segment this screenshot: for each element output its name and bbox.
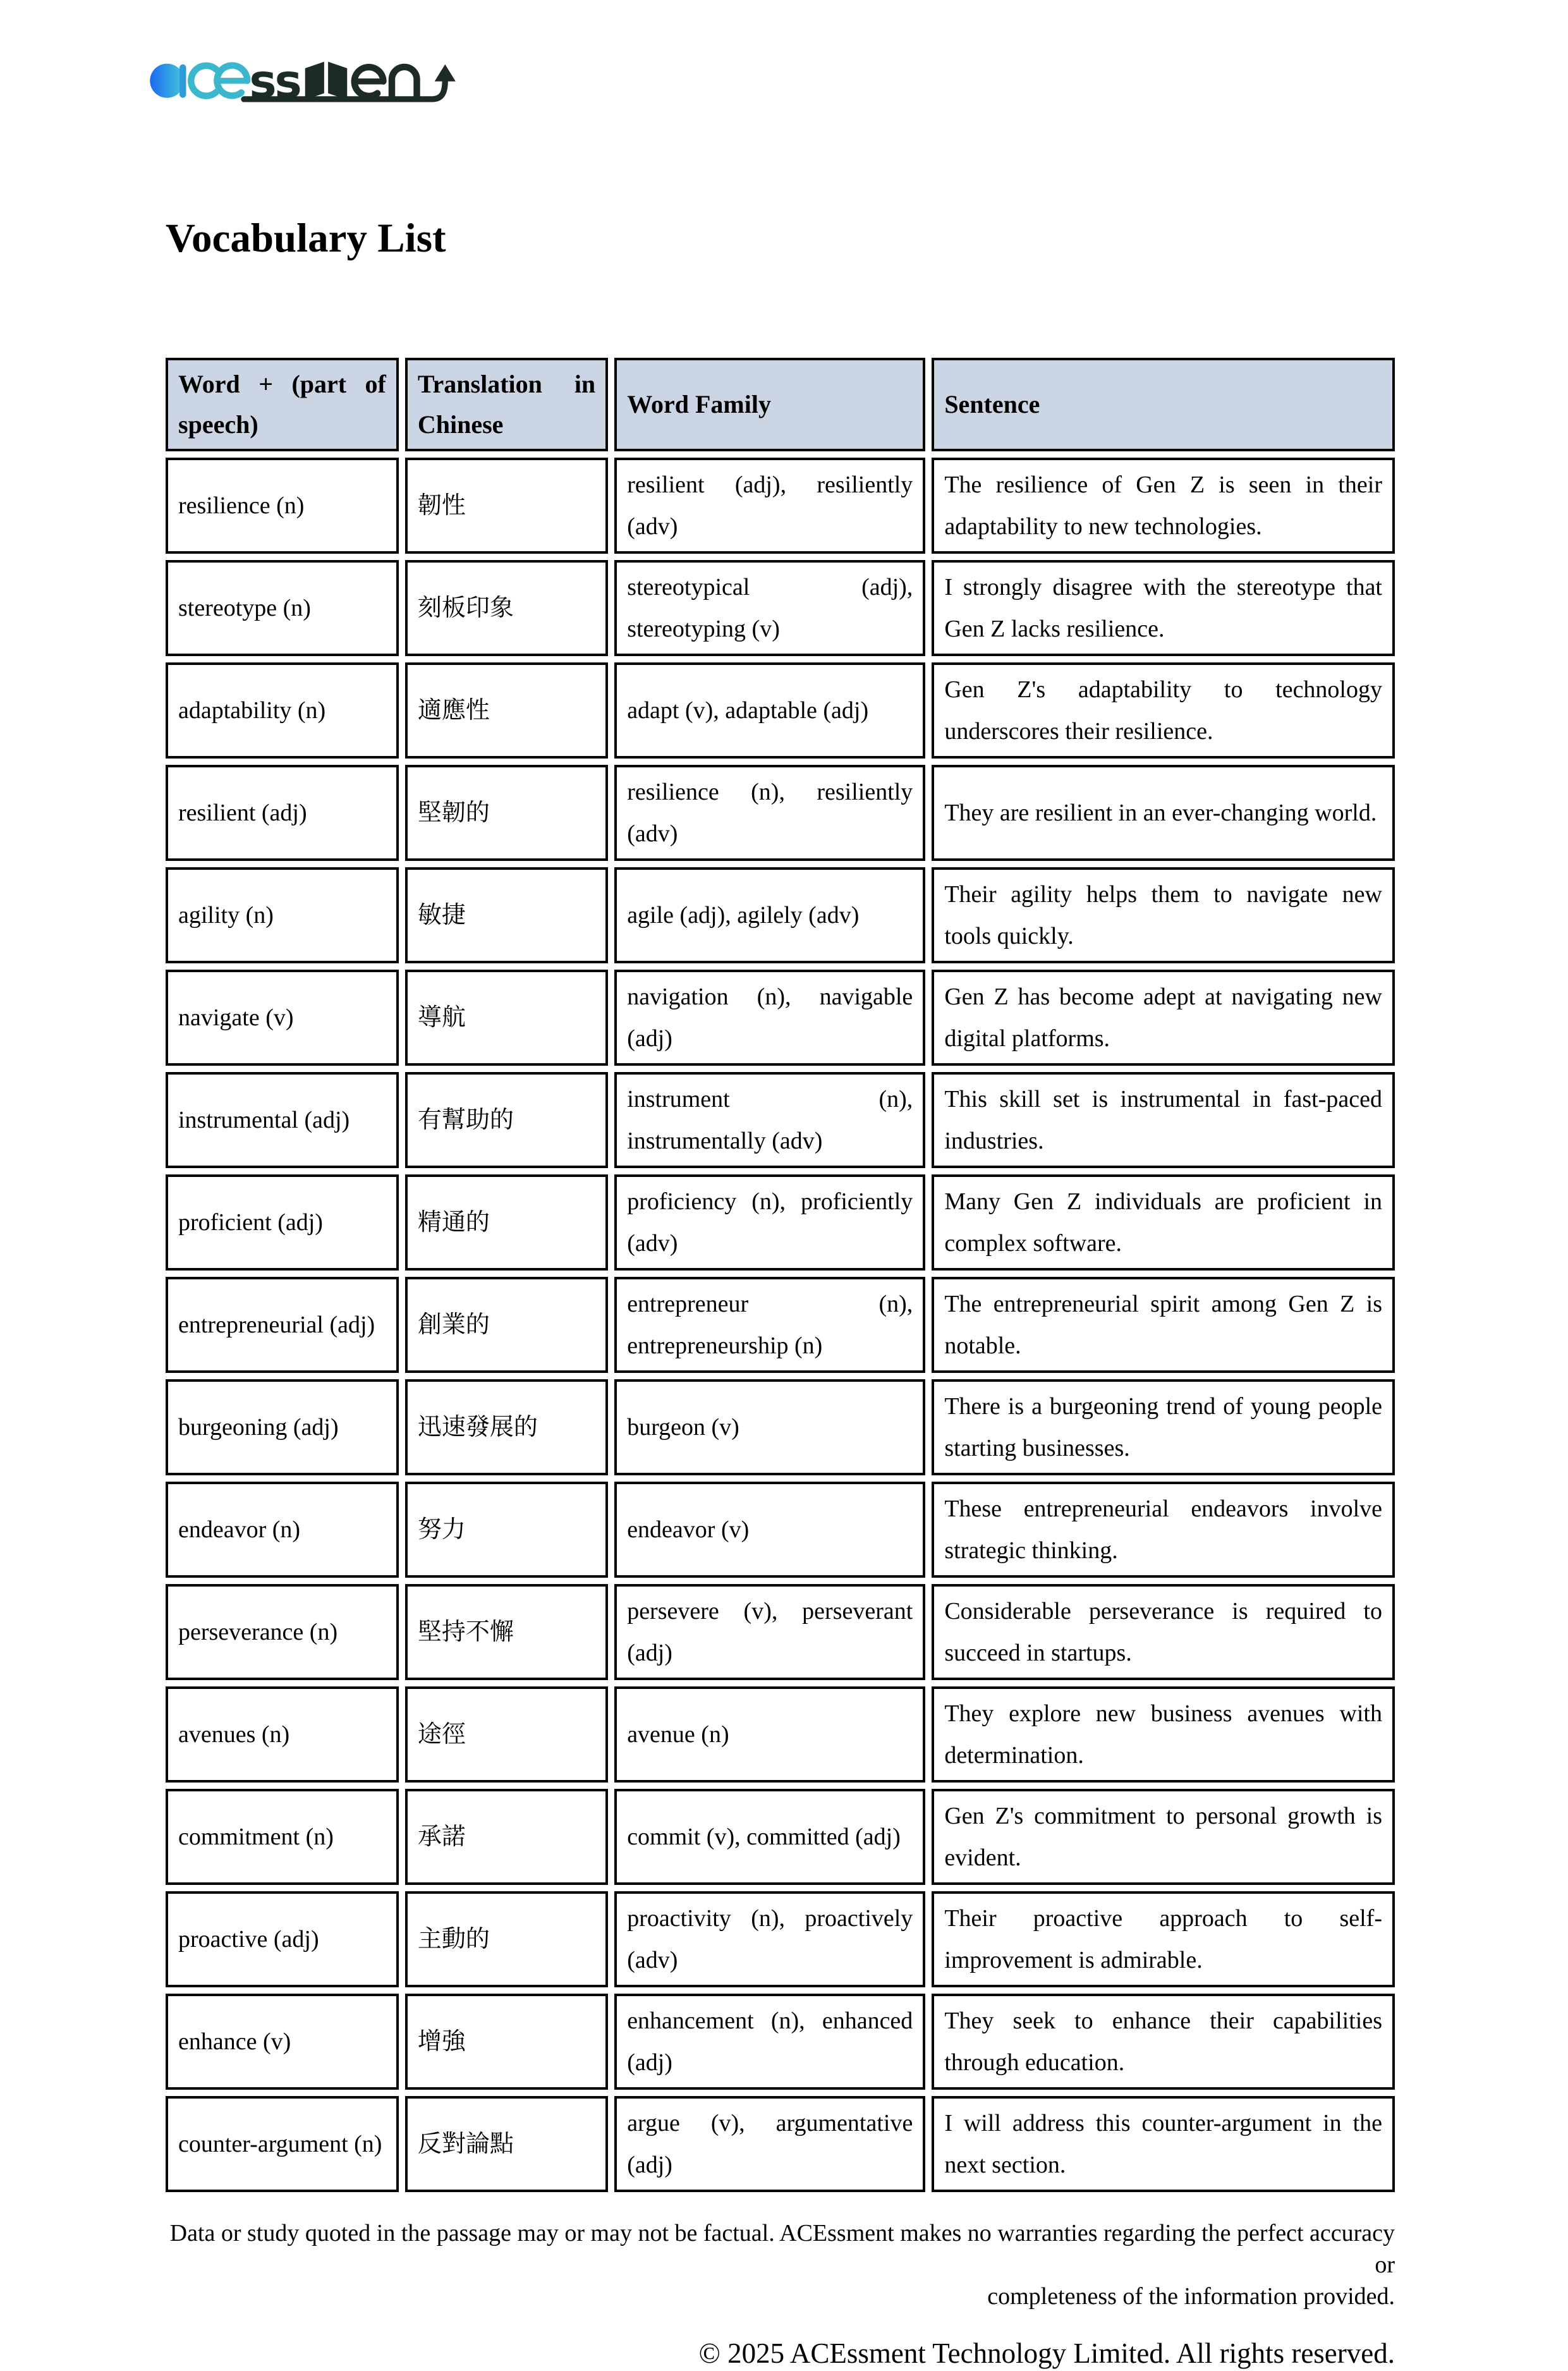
word-cell: enhance (v) [166,1994,399,2090]
table-row [166,458,1395,554]
word-cell: resilience (n) [166,458,399,554]
table-row [166,662,1395,759]
header-sentence: Sentence [932,358,1395,451]
table-row [166,1379,1395,1475]
translation-cell: 堅持不懈 [405,1584,608,1680]
word-cell: perseverance (n) [166,1584,399,1680]
sentence-cell: This skill set is instrumental in fast-paced industries. [932,1072,1395,1168]
sentence-cell: Gen Z's commitment to personal growth is evident. [932,1789,1395,1885]
logo-letter-e2 [355,67,384,96]
copyright-text: © 2025 ACEssment Technology Limited. All rights reserved. [698,2337,1395,2369]
translation-cell: 迅速發展的 [405,1379,608,1475]
sentence-cell: I strongly disagree with the stereotype that Gen Z lacks resilience. [932,560,1395,656]
word-cell: navigate (v) [166,970,399,1066]
word-family-cell: proactivity (n), proactively (adv) [614,1891,925,1987]
table-row [166,867,1395,963]
word-cell: proficient (adj) [166,1174,399,1271]
table-row [166,1174,1395,1271]
word-cell: endeavor (n) [166,1482,399,1578]
logo-letters-ss: ss [249,54,300,109]
word-cell: adaptability (n) [166,662,399,759]
word-family-cell: resilience (n), resiliently (adv) [614,765,925,861]
translation-cell: 適應性 [405,662,608,759]
vocabulary-table [159,351,1401,2198]
word-family-cell: stereotypical (adj), stereotyping (v) [614,560,925,656]
word-cell: agility (n) [166,867,399,963]
table-row [166,1789,1395,1885]
word-family-cell: argue (v), argumentative (adj) [614,2096,925,2192]
document-page [0,49,1568,2369]
word-cell: avenues (n) [166,1686,399,1783]
translation-cell: 途徑 [405,1686,608,1783]
logo-letter-a [150,64,186,98]
word-family-cell: endeavor (v) [614,1482,925,1578]
logo-letter-n [392,67,417,98]
book-icon [305,62,348,100]
word-cell: burgeoning (adj) [166,1379,399,1475]
translation-cell: 刻板印象 [405,560,608,656]
sentence-cell: They explore new business avenues with determination. [932,1686,1395,1783]
word-family-cell: adapt (v), adaptable (adj) [614,662,925,759]
word-family-cell: entrepreneur (n), entrepreneurship (n) [614,1277,925,1373]
logo-letter-e [217,66,247,96]
translation-cell: 堅韌的 [405,765,608,861]
word-family-cell: navigation (n), navigable (adj) [614,970,925,1066]
table-row [166,765,1395,861]
acessment-logo-graphic [145,49,474,120]
sentence-cell: Their agility helps them to navigate new tools quickly. [932,867,1395,963]
word-family-cell: burgeon (v) [614,1379,925,1475]
sentence-cell: Gen Z has become adept at navigating new digital platforms. [932,970,1395,1066]
translation-cell: 努力 [405,1482,608,1578]
header-translation: Translation in Chinese [405,358,608,451]
translation-cell: 主動的 [405,1891,608,1987]
page-title: Vocabulary List [166,216,446,261]
word-family-cell: resilient (adj), resiliently (adv) [614,458,925,554]
translation-cell: 精通的 [405,1174,608,1271]
word-cell: commitment (n) [166,1789,399,1885]
sentence-cell: Considerable perseverance is required to succeed in startups. [932,1584,1395,1680]
disclaimer-line-2: completeness of the information provided. [987,2283,1395,2310]
header-word: Word + (part of speech) [166,358,399,451]
word-cell: stereotype (n) [166,560,399,656]
word-family-cell: proficiency (n), proficiently (adv) [614,1174,925,1271]
logo-letter-c [191,66,216,96]
word-cell: proactive (adj) [166,1891,399,1987]
word-family-cell: enhancement (n), enhanced (adj) [614,1994,925,2090]
table-row [166,2096,1395,2192]
translation-cell: 反對論點 [405,2096,608,2192]
word-cell: counter-argument (n) [166,2096,399,2192]
sentence-cell: The resilience of Gen Z is seen in their adaptability to new technologies. [932,458,1395,554]
word-family-cell: instrument (n), instrumentally (adv) [614,1072,925,1168]
translation-cell: 承諾 [405,1789,608,1885]
word-family-cell: commit (v), committed (adj) [614,1789,925,1885]
table-header-row [166,358,1395,451]
sentence-cell: Many Gen Z individuals are proficient in complex software. [932,1174,1395,1271]
table-row [166,1482,1395,1578]
translation-cell: 敏捷 [405,867,608,963]
table-row [166,1584,1395,1680]
word-family-cell: avenue (n) [614,1686,925,1783]
disclaimer-line-1: Data or study quoted in the passage may or may not be factual. ACEssment makes no warranties regarding the perfect accuracy or [169,2220,1395,2278]
table-row [166,1994,1395,2090]
word-cell: resilient (adj) [166,765,399,861]
disclaimer-text [166,2217,1395,2312]
sentence-cell: They seek to enhance their capabilities through education. [932,1994,1395,2090]
sentence-cell: Their proactive approach to self-improvement is admirable. [932,1891,1395,1987]
table-row [166,560,1395,656]
table-row [166,970,1395,1066]
sentence-cell: I will address this counter-argument in the next section. [932,2096,1395,2192]
translation-cell: 導航 [405,970,608,1066]
table-row [166,1891,1395,1987]
translation-cell: 韌性 [405,458,608,554]
translation-cell: 有幫助的 [405,1072,608,1168]
page-footer [166,2217,1395,2371]
table-row [166,1686,1395,1783]
word-cell: entrepreneurial (adj) [166,1277,399,1373]
translation-cell: 增強 [405,1994,608,2090]
table-row [166,1277,1395,1373]
word-family-cell: agile (adj), agilely (adv) [614,867,925,963]
sentence-cell: There is a burgeoning trend of young people starting businesses. [932,1379,1395,1475]
sentence-cell: These entrepreneurial endeavors involve strategic thinking. [932,1482,1395,1578]
acessment-logo [145,49,474,120]
translation-cell: 創業的 [405,1277,608,1373]
header-word-family: Word Family [614,358,925,451]
sentence-cell: The entrepreneurial spirit among Gen Z is notable. [932,1277,1395,1373]
word-family-cell: persevere (v), perseverant (adj) [614,1584,925,1680]
word-cell: instrumental (adj) [166,1072,399,1168]
sentence-cell: Gen Z's adaptability to technology underscores their resilience. [932,662,1395,759]
sentence-cell: They are resilient in an ever-changing world. [932,765,1395,861]
table-row [166,1072,1395,1168]
